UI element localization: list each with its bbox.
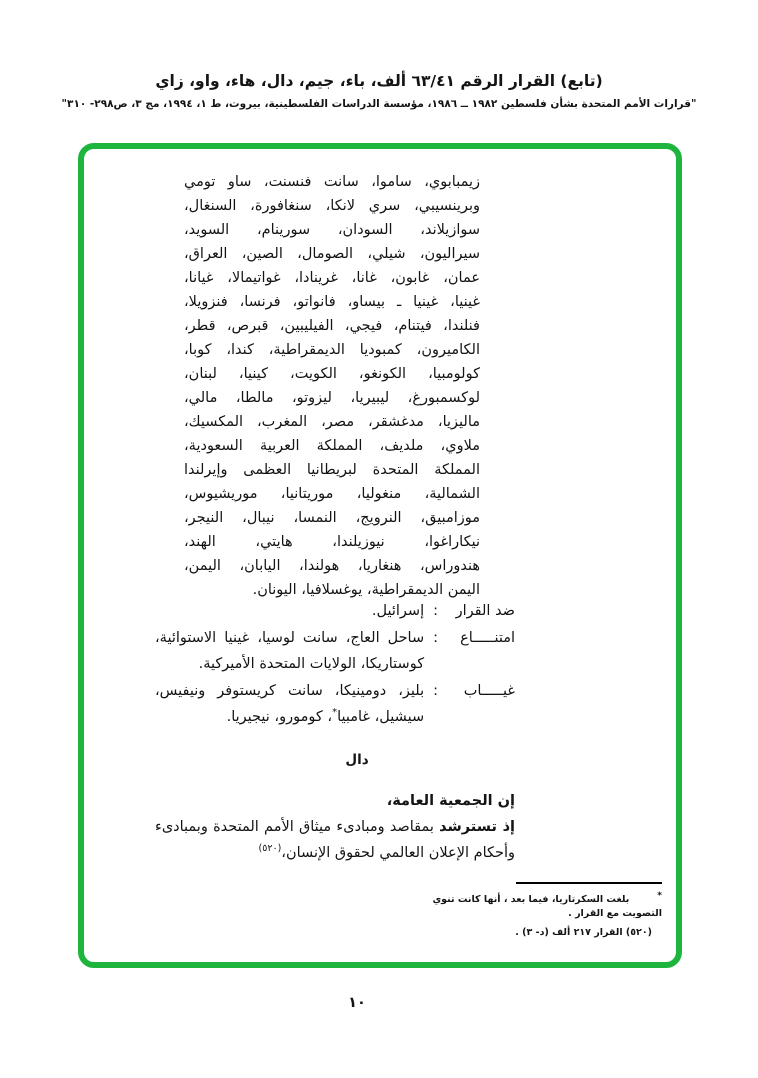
footnote-separator-rule bbox=[516, 882, 662, 884]
against-value: إسرائيل. bbox=[371, 603, 425, 619]
source-citation: "قرارات الأمم المتحدة بشأن فلسطين ١٩٨٢ ــ ١٩٨٦، مؤسسة الدراسات الفلسطينية، بيروت، ط ١، ١٩٩٤، مج ٣، ص٢٩٨- ٣١٠" bbox=[61, 98, 697, 110]
country-line: الشمالية، منغوليا، موريتانيا، موريشيوس، bbox=[184, 486, 480, 502]
footnote-star bbox=[392, 889, 662, 921]
country-line: اليمن الديمقراطية، يوغسلافيا، اليونان. bbox=[252, 582, 480, 598]
country-line: وبرينسيبي، سري لانكا، سنغافورة، السنغال، bbox=[184, 198, 480, 214]
country-line: زيمبابوي، ساموا، سانت فنسنت، ساو تومي bbox=[184, 174, 480, 190]
absent-label: غيـــــاب bbox=[463, 683, 515, 699]
country-line: الكاميرون، كمبوديا الديمقراطية، كندا، كوبا، bbox=[184, 342, 480, 358]
footnote-520-reference: (٥٢٠) bbox=[258, 843, 282, 855]
vote-row-absent bbox=[155, 678, 515, 730]
country-line: فنلندا، فيتنام، فيجي، الفيليبين، قبرص، قطر، bbox=[184, 318, 480, 334]
scan-highlight-border bbox=[78, 143, 682, 968]
abstain-line-2: كوستاريكا، الولايات المتحدة الأميركية. bbox=[198, 656, 425, 672]
absent-line-2-rest: ، كومورو، نيجيريا. bbox=[226, 709, 333, 725]
country-line: موزامبيق، النرويج، النمسا، نيبال، النيجر، bbox=[184, 510, 480, 526]
assembly-opening-line: إن الجمعية العامة، bbox=[386, 793, 515, 809]
preamble-line-2 bbox=[155, 840, 515, 866]
footnote-block bbox=[392, 882, 662, 940]
country-line: المملكة المتحدة لبريطانيا العظمى وإيرلندا bbox=[184, 462, 480, 478]
country-line: ماليزيا، مدغشقر، مصر، المغرب، المكسيك، bbox=[184, 414, 480, 430]
preamble-rest: بمقاصد ومبادىء ميثاق الأمم المتحدة وبمبادىء bbox=[155, 819, 440, 835]
footnote-star-mark: * bbox=[657, 891, 662, 901]
page-header bbox=[0, 72, 758, 110]
preamble-line-1 bbox=[155, 814, 515, 840]
abstain-colon: : bbox=[433, 630, 438, 646]
country-line: نيكاراغوا، نيوزيلندا، هايتي، الهند، bbox=[184, 534, 480, 550]
section-heading-dal: دال bbox=[345, 752, 369, 768]
preamble-line-2-text: وأحكام الإعلان العالمي لحقوق الإنسان، bbox=[281, 845, 515, 861]
country-line: لوكسمبورغ، ليبيريا، ليزوتو، مالطا، مالي، bbox=[184, 390, 480, 406]
country-line: ملاوي، ملديف، المملكة العربية السعودية، bbox=[184, 438, 480, 454]
vote-row-abstain bbox=[155, 625, 515, 677]
country-line: سيراليون، شيلي، الصومال، الصين، العراق، bbox=[184, 246, 480, 262]
footnote-520: (٥٢٠) القرار ٢١٧ ألف (د- ٣) . bbox=[515, 927, 652, 939]
absent-line-1: بليز، دومينيكا، سانت كريستوفر ونيفيس، bbox=[155, 683, 425, 699]
vote-results-and-section bbox=[155, 598, 515, 866]
preamble-bold-lead: إذ تسترشد bbox=[439, 819, 516, 835]
absent-line-2 bbox=[155, 704, 424, 730]
abstain-line-1: ساحل العاج، سانت لوسيا، غينيا الاستوائية، bbox=[155, 630, 425, 646]
country-line: سوازيلاند، السودان، سورينام، السويد، bbox=[184, 222, 480, 238]
in-favor-country-list bbox=[184, 170, 480, 602]
country-line: غينيا، غينيا ـ بيساو، فانواتو، فرنسا، فنزويلا، bbox=[184, 294, 480, 310]
against-label: ضد القرار bbox=[455, 603, 515, 619]
footnote-star-text: بلغت السكرتاريا، فيما بعد ، أنها كانت تنوي التصويت مع القرار . bbox=[432, 894, 662, 920]
absent-colon: : bbox=[433, 683, 438, 699]
country-line: كولومبيا، الكونغو، الكويت، كينيا، لبنان، bbox=[184, 366, 480, 382]
country-line: هندوراس، هنغاريا، هولندا، اليابان، اليمن، bbox=[184, 558, 480, 574]
gambia-footnote-asterisk: * bbox=[332, 707, 338, 719]
country-line: عمان، غابون، غانا، غرينادا، غواتيمالا، غيانا، bbox=[184, 270, 480, 286]
abstain-label: امتنـــــاع bbox=[460, 630, 515, 646]
vote-row-against bbox=[155, 598, 515, 624]
absent-line-2-text: سيشيل، غامبيا bbox=[337, 709, 425, 725]
against-colon: : bbox=[433, 603, 438, 619]
resolution-title: (تابع) القرار الرقم ٦٣/٤١ ألف، باء، جيم، دال، هاء، واو، زاي bbox=[155, 72, 603, 90]
page-number: ١٠ bbox=[348, 995, 366, 1011]
